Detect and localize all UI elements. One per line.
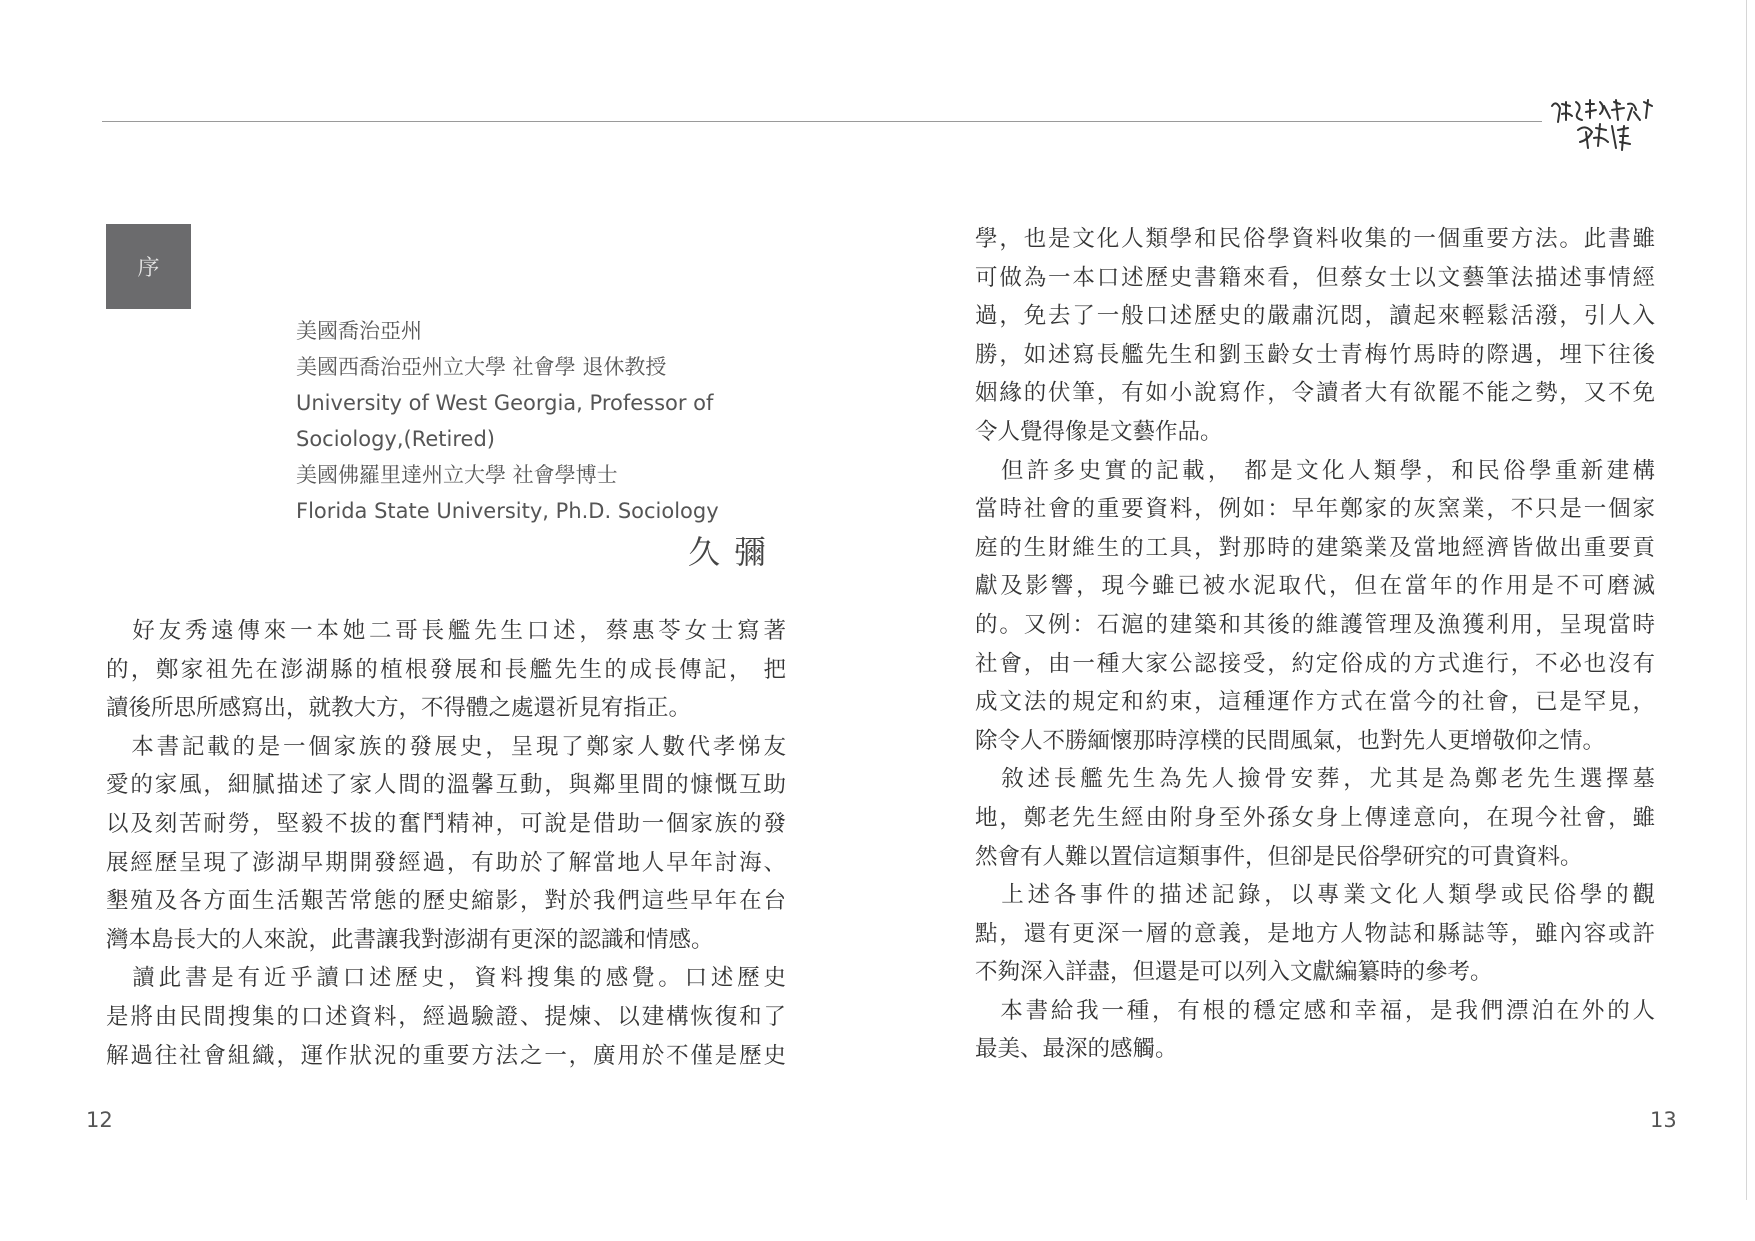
- author-affiliation: [296, 313, 796, 529]
- text-line: 墾殖及各方面生活艱苦常態的歷史縮影，對於我們這些早年在台: [106, 888, 786, 915]
- text-line: 獻及影響，現今雖已被水泥取代，但在當年的作用是不可磨滅: [975, 573, 1655, 600]
- section-tab-preface: [106, 224, 191, 309]
- affiliation-line: Florida State University, Ph.D. Sociology: [296, 499, 719, 523]
- text-line: 當時社會的重要資料，例如：早年鄭家的灰窯業，不只是一個家: [975, 496, 1655, 523]
- text-line: 社會，由一種大家公認接受，約定俗成的方式進行，不必也沒有: [975, 650, 1655, 677]
- text-line: 勝，如述寫長艦先生和劉玉齡女士青梅竹馬時的際遇，埋下往後: [975, 341, 1655, 368]
- affiliation-line: 美國西喬治亞州立大學 社會學 退休教授: [296, 355, 667, 379]
- text-line: 愛的家風，細膩描述了家人間的溫馨互動，與鄰里間的慷慨互助: [106, 772, 786, 799]
- text-line: 不夠深入詳盡，但還是可以列入文獻編纂時的參考。: [975, 959, 1493, 986]
- text-line: 的。又例：石滬的建築和其後的維護管理及漁獲利用，呈現當時: [975, 611, 1655, 638]
- text-line: 令人覺得像是文藝作品。: [975, 418, 1223, 445]
- text-line: 庭的生財維生的工具，對那時的建築業及當地經濟皆做出重要貢: [975, 534, 1655, 561]
- section-label: 序: [137, 256, 160, 281]
- text-line: 是將由民間搜集的口述資料，經過驗證、提煉、以建構恢復和了: [106, 1003, 786, 1030]
- text-line: 然會有人難以置信這類事件，但卻是民俗學研究的可貴資料。: [975, 843, 1583, 870]
- text-line: 成文法的規定和約束，這種運作方式在當今的社會，已是罕見，: [975, 689, 1655, 716]
- text-line: 以及刻苦耐勞，堅毅不拔的奮鬥精神，可說是借助一個家族的發: [106, 810, 786, 837]
- page-number-right: 13: [1650, 1108, 1677, 1132]
- page-number-left: 12: [86, 1108, 113, 1132]
- affiliation-line: University of West Georgia, Professor of: [296, 391, 714, 415]
- text-line: 地，鄭老先生經由附身至外孫女身上傳達意向，在現今社會，雖: [975, 804, 1655, 831]
- text-line: 上述各事件的描述記錄，以專業文化人類學或民俗學的觀: [975, 882, 1655, 909]
- affiliation-line: 美國喬治亞州: [296, 319, 422, 343]
- text-line: 可做為一本口述歷史書籍來看，但蔡女士以文藝筆法描述事情經: [975, 264, 1655, 291]
- affiliation-line: 美國佛羅里達州立大學 社會學博士: [296, 463, 618, 487]
- text-line: 過，免去了一般口述歷史的嚴肅沉悶，讀起來輕鬆活潑，引人入: [975, 303, 1655, 330]
- text-line: 敘述長艦先生為先人撿骨安葬，尤其是為鄭老先生選擇墓: [975, 766, 1655, 793]
- text-line: 但許多史實的記載， 都是文化人類學，和民俗學重新建構: [975, 457, 1655, 484]
- text-line: 灣本島長大的人來說，此書讓我對澎湖有更深的認識和情感。: [106, 926, 714, 953]
- text-line: 本書給我一種，有根的穩定感和幸福，是我們漂泊在外的人: [975, 997, 1655, 1024]
- text-line: 本書記載的是一個家族的發展史，呈現了鄭家人數代孝悌友: [106, 733, 786, 760]
- left-column-text: [106, 612, 786, 1075]
- text-line: 除令人不勝緬懷那時淳樸的民間風氣，也對先人更增敬仰之情。: [975, 727, 1606, 754]
- text-line: 解過往社會組織，運作狀況的重要方法之一，廣用於不僅是歷史: [106, 1042, 786, 1069]
- text-line: 的，鄭家祖先在澎湖縣的植根發展和長艦先生的成長傳記， 把: [106, 656, 786, 683]
- text-line: 展經歷呈現了澎湖早期開發經過，有助於了解當地人早年討海、: [106, 849, 786, 876]
- page-edge: [1746, 0, 1747, 1200]
- text-line: 最美、最深的感觸。: [975, 1036, 1178, 1063]
- author-name: 久彌: [687, 533, 780, 571]
- affiliation-line: Sociology,(Retired): [296, 427, 495, 451]
- text-line: 姻緣的伏筆，有如小說寫作，令讀者大有欲罷不能之勢，又不免: [975, 380, 1655, 407]
- right-column-text: [975, 220, 1655, 1069]
- text-line: 好友秀遠傳來一本她二哥長艦先生口述，蔡惠苓女士寫著: [106, 618, 786, 644]
- book-title-logo: [1548, 96, 1658, 152]
- text-line: 讀此書是有近乎讀口述歷史，資料搜集的感覺。口述歷史: [106, 965, 786, 992]
- text-line: 學，也是文化人類學和民俗學資料收集的一個重要方法。此書雖: [975, 226, 1655, 252]
- text-line: 讀後所思所感寫出，就教大方，不得體之處還祈見宥指正。: [106, 695, 692, 722]
- header-rule: [102, 121, 1542, 122]
- text-line: 點，還有更深一層的意義，是地方人物誌和縣誌等，雖內容或許: [975, 920, 1655, 947]
